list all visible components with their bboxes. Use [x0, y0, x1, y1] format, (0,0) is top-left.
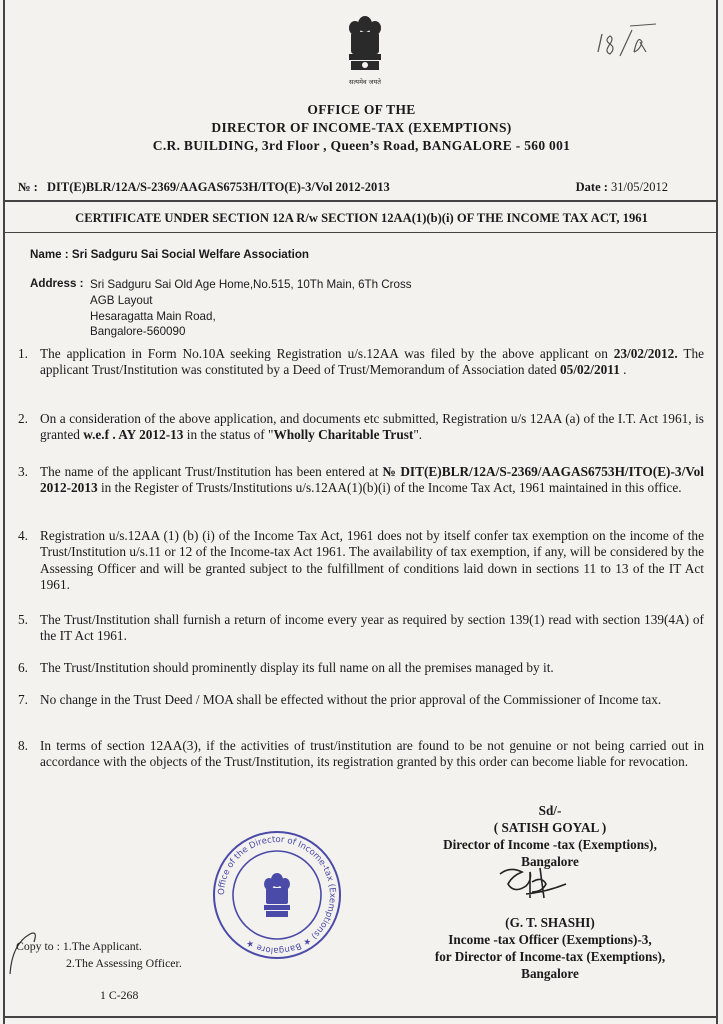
paragraph-text [40, 411, 704, 444]
copy-to-label: Copy to : [16, 939, 60, 953]
paragraph-number: 7. [18, 692, 28, 707]
paragraph-segment: . [619, 362, 627, 378]
paragraph-segment: The name of the applicant Trust/Institution has been entered at [40, 464, 383, 479]
reference-line [18, 180, 708, 195]
office-heading-line2: DIRECTOR OF INCOME-TAX (EXEMPTIONS) [211, 120, 512, 135]
header-rule-top [3, 200, 718, 202]
paragraph-number: 5. [18, 612, 28, 627]
paragraph-segment: The Trust/Institution shall furnish a return of income every year as required by section 139(1) read with section 139(4A) of the IT Act 1961. [40, 612, 704, 644]
paragraph-segment: in the status of " [183, 427, 274, 443]
address-label: Address : [30, 277, 84, 290]
paragraph-number: 4. [18, 528, 28, 543]
paragraph-number: 3. [18, 464, 28, 479]
page-border-bottom [3, 1016, 718, 1018]
signatory-designation: Director of Income -tax (Exemptions), [443, 837, 657, 852]
paragraph-segment: 05/02/2011 [560, 362, 620, 378]
paragraph-segment: w.e.f . AY 2012-13 [83, 427, 184, 443]
paragraph-text [40, 464, 704, 497]
handwritten-signature [486, 864, 576, 904]
form-number: 1 C-268 [100, 988, 139, 1002]
paragraph-number: 6. [18, 660, 28, 675]
national-emblem-icon [343, 14, 387, 88]
paragraph-8 [18, 738, 704, 771]
paragraph-number: 1. [18, 346, 28, 361]
paragraph-text [40, 612, 704, 645]
certificate-title: CERTIFICATE UNDER SECTION 12A R/w SECTION 12AA(1)(b)(i) OF THE INCOME TAX ACT, 1961 [75, 211, 648, 225]
reference-number: DIT(E)BLR/12A/S-2369/AAGAS6753H/ITO(E)-3/Vol 2012-2013 [46, 180, 390, 194]
paragraph-segment: Registration u/s.12AA (1) (b) (i) of the Income Tax Act, 1961 does not by itself confer tax exemption on the income of the Trust/Institution u/s.11 or 12 of the Income-tax Act 1961. The availability of tax exemption, if any, will be considered by the Assessing Officer and will be granted subject to the fulfillment of conditions laid down in sections 11 to 13 of the IT Act 1961. [40, 528, 704, 593]
paragraph-text [40, 692, 704, 708]
paragraph-number: 2. [18, 411, 28, 426]
address-line: Hesaragatta Main Road, [90, 309, 216, 323]
paragraph-segment: in the Register of Trusts/Institutions u/s.12AA(1)(b)(i) of the Income Tax Act, 1961 maintained in this office. [97, 480, 682, 496]
paragraph-segment: 23/02/2012. [613, 346, 678, 361]
signatory-city: Bangalore [521, 966, 579, 981]
paragraph-number: 8. [18, 738, 28, 753]
signatory-name: ( SATISH GOYAL ) [493, 820, 607, 835]
office-heading-line1: OFFICE OF THE [307, 102, 416, 117]
paragraph-segment: In terms of section 12AA(3), if the activities of trust/institution are found to be not genuine or not being carried out in accordance with the objects of the Trust/Institution, its registration granted by this order can become liable for revocation. [40, 738, 704, 770]
paragraph-1 [18, 346, 704, 379]
paragraph-segment: The Trust/Institution should prominently display its full name on all the premises managed by it. [40, 660, 554, 675]
handwritten-note [590, 22, 662, 64]
copy-to-item: 1.The Applicant. [62, 939, 142, 953]
official-seal-stamp [210, 828, 344, 962]
paragraph-text [40, 346, 704, 379]
paragraph-segment: ". [413, 427, 423, 443]
date-field [576, 180, 668, 195]
header-rule-bottom [3, 232, 718, 233]
copy-to-block [16, 938, 182, 971]
paragraph-5 [18, 612, 704, 645]
paragraph-segment: The application in Form No.10A seeking Registration u/s.12AA was filed by the above applicant on [40, 346, 614, 361]
signatory-city: Bangalore [521, 854, 579, 869]
paragraph-4 [18, 528, 704, 594]
paragraph-3 [18, 464, 704, 497]
signatory-officer [415, 914, 685, 982]
address-line: Sri Sadguru Sai Old Age Home,No.515, 10Th Main, 6Th Cross [90, 278, 412, 291]
paragraph-segment: On a consideration of the above application, and documents etc submitted, Registration u/s 12AA (a) of the I.T. Act 1961, is granted [40, 411, 704, 443]
copy-to-item: 2.The Assessing Officer. [66, 955, 182, 970]
paragraph-6 [18, 660, 704, 676]
date-label: Date : [575, 180, 608, 194]
sd-mark: Sd/- [538, 803, 562, 818]
reference-label: № : [18, 180, 38, 194]
paragraph-7 [18, 692, 704, 708]
applicant-name: Name : Sri Sadguru Sai Social Welfare Association [30, 248, 309, 261]
address-line: Bangalore-560090 [90, 325, 186, 339]
signatory-name: (G. T. SHASHI) [505, 915, 595, 930]
paragraph-segment: Wholly Charitable Trust [273, 427, 414, 443]
paragraph-segment: № DIT(E)BLR/12A/S-2369/AAGAS6753H/ITO(E)-3/Vol 2012-2013 [40, 464, 704, 496]
address-block [90, 277, 412, 340]
signatory-designation: Income -tax Officer (Exemptions)-3, [448, 932, 652, 947]
paragraph-text [40, 738, 704, 771]
signatory-for-line: for Director of Income-tax (Exemptions), [434, 949, 666, 964]
paragraph-2 [18, 411, 704, 444]
emblem-motto: सत्यमेव जयते [349, 78, 381, 86]
paragraph-text [40, 660, 704, 676]
office-address-line: C.R. BUILDING, 3rd Floor , Queen’s Road, BANGALORE - 560 001 [152, 138, 571, 153]
paragraph-segment: The applicant Trust/Institution was constituted by a Deed of Trust/Memorandum of Association dated [40, 346, 704, 378]
address-line: AGB Layout [90, 293, 153, 307]
paragraph-text [40, 528, 704, 594]
signatory-director [415, 802, 685, 870]
date-value: 31/05/2012 [611, 180, 668, 194]
paragraph-segment: No change in the Trust Deed / MOA shall be effected without the prior approval of the Commissioner of Income tax. [40, 692, 662, 707]
svg-text:Office of the Director of Inco: Office of the Director of Income-tax (Exemptions) ★ Bangalore ★ [216, 834, 338, 956]
